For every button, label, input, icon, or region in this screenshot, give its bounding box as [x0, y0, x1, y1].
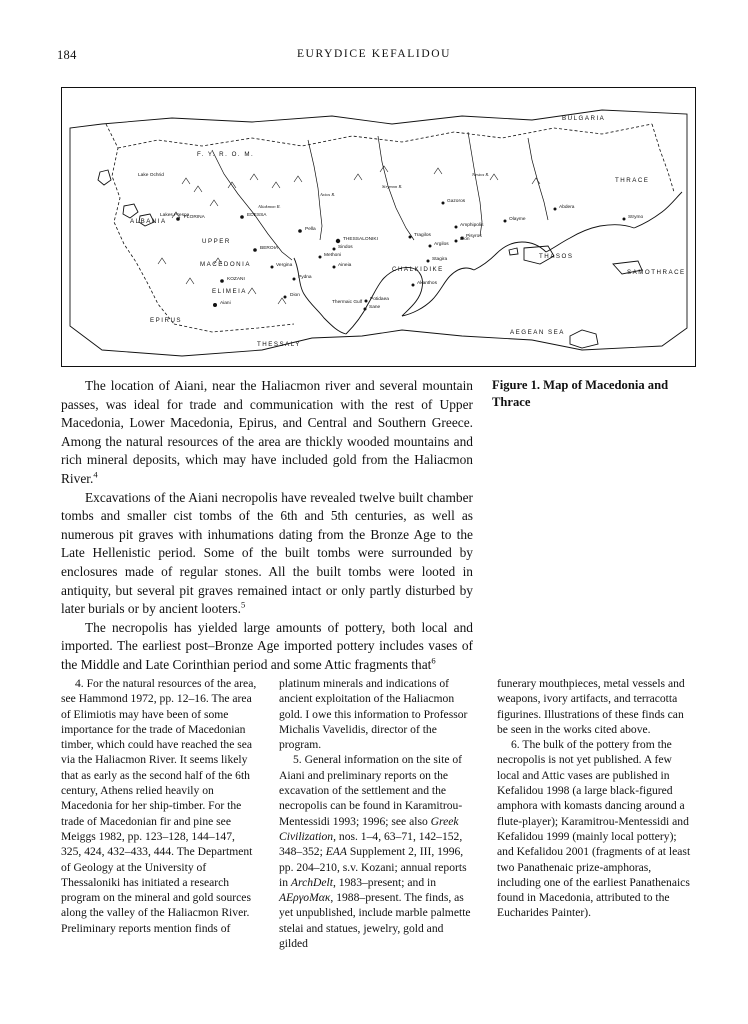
map-place-label-20: Argilos: [434, 242, 449, 247]
map-place-label-28: Strymo: [628, 215, 644, 220]
map-place-label-26: Abdera: [559, 205, 575, 210]
map-place-label-1: Lakes Prespa: [160, 213, 190, 218]
footnote-column-1: [61, 676, 257, 951]
map-place-label-18: Akanthos: [417, 281, 438, 286]
map-region-label-13: SAMOTHRACE: [627, 269, 686, 276]
map-place-label-8: Vergina: [276, 263, 293, 268]
map-river-label-2: Strymon R.: [382, 184, 403, 189]
map-place-label-25: Gazoros: [447, 199, 466, 204]
figure-caption: Figure 1. Map of Macedonia and Thrace: [492, 378, 669, 409]
footnotes: [61, 676, 694, 951]
map-river-label-0: Aliakmon R.: [258, 204, 281, 209]
map-region-label-10: THESSALY: [257, 341, 301, 348]
map-river-label-1: Axios R.: [320, 192, 336, 197]
map-region-label-1: F. Y. R. O. M.: [197, 151, 255, 158]
map-region-label-7: CHALKIDIKE: [392, 266, 444, 273]
note-marker-5: 5: [240, 599, 246, 610]
map-region-label-2: THRACE: [615, 177, 650, 184]
map-region-label-4: ALBANIA: [130, 218, 167, 225]
map-place-label-11: KOZANI: [227, 277, 245, 282]
map-region-label-8: ELIMEIA: [212, 288, 247, 295]
map-region-label-0: BULGARIA: [562, 115, 606, 122]
footnote-4-continued: platinum minerals and indications of ancient exploitation of the Haliacmon gold. I owe this information to Professor Michalis Vavelidis, director of the program.: [279, 677, 468, 752]
map-place-label-17: Sane: [369, 305, 381, 310]
map-place-label-27: Olayme: [509, 217, 526, 222]
paragraph-3: The necropolis has yielded large amounts of pottery, both local and imported. The earliest post–Bronze Age imported pottery includes vases of the Middle and Late Corinthian period and some Attic fragments that$^6$: [61, 619, 473, 672]
map-region-label-5: UPPER: [202, 238, 231, 245]
note-marker-4: 4: [93, 469, 98, 480]
map-place-label-7: Sindos: [338, 245, 353, 250]
footnote-4: 4. For the natural resources of the area, see Hammond 1972, pp. 12–16. The area of Elimiotis may have been of some importance for the trade of Macedonian timber, which could have reached the sea via the Haliacmon River. It seems likely that as early as the second half of the 6th century, Athens relied heavily on Macedonia for her ship-timber. For the trade of Macedonian fir and pine see Meiggs 1982, pp. 123–128, 144–147, 325, 424, 432–433, 444. The Department of Geology at the University of Thessaloniki has initiated a research program on the mineral and gold sources along the valley of the Haliacmon River. Preliminary reports mention finds of: [61, 677, 257, 935]
page-number: 184: [57, 48, 77, 62]
footnote-5: 5. General information on the site of Aiani and preliminary reports on the excavation of the settlement and the necropolis can be found in Karamitrou-Mentessidi 1993; 1996; see also Greek Civilization, nos. 1–4, 63–71, 142–152, 348–352; EAA Supplement 2, III, 1996, pp. 204–210, s.v. Kozani; annual reports in ArchDelt, 1983–present; and in ΑΕργοΜακ, 1988–present. The finds, as yet unpublished, include marble palmette stelai and statues, jewelry, gold and gilded: [279, 753, 471, 951]
map-place-label-14: Dion: [290, 293, 300, 298]
map-graphic: [62, 88, 695, 366]
running-head: [57, 48, 691, 64]
footnote-5-continued: funerary mouthpieces, metal vessels and weapons, ivory artifacts, and terracotta figurines. Illustrations of these finds can be seen in the works cited above.: [497, 677, 685, 736]
map-place-label-21: Tragilos: [414, 233, 431, 238]
map-place-label-2: FLORINA: [184, 215, 205, 220]
figure-map: [61, 87, 696, 367]
map-place-label-16: Potidaea: [370, 297, 389, 302]
body-text: [61, 377, 473, 675]
paragraph-2: Excavations of the Aiani necropolis have revealed twelve built chamber tombs and smaller cist tombs of the 6th and 5th centuries, as well as numerous pit graves with inhumations dating from the Bronze Age to the Late Hellenistic period. Some of the built tombs were surrounded by enclosures made of regular stones. All the built tombs were looted in antiquity, but several pit graves remained intact or only partly disturbed by later burials or by ancient looters.$^5$: [61, 489, 473, 617]
map-place-label-6: BEROIA: [260, 246, 279, 251]
map-region-label-9: EPIRUS: [150, 317, 183, 324]
map-region-label-11: AEGEAN SEA: [510, 329, 565, 336]
map-place-label-22: Amphipolis: [460, 223, 484, 228]
map-river-label-3: Nestos R.: [472, 172, 490, 177]
map-place-label-15: Thermaic Gulf: [332, 300, 363, 305]
running-title: EURYDICE KEFALIDOU: [296, 48, 452, 60]
map-place-label-3: EDESSA: [247, 213, 267, 218]
map-place-label-13: Aiani: [220, 301, 231, 306]
map-place-label-4: Pella: [305, 227, 316, 232]
map-region-label-12: THASOS: [539, 253, 574, 260]
paragraph-1: The location of Aiani, near the Haliacmon river and several mountain passes, was ideal for trade and communication with the rest of Upper Macedonia, Lower Macedonia, Epirus, and Central and Southern Greece. Among the natural resources of the area are thickly wooded mountains and rich mineral deposits, which may have included gold from the Haliacmon River.$^4$: [61, 378, 473, 486]
map-place-label-5: THESSALONIKI: [343, 237, 378, 242]
map-place-label-10: Aineia: [338, 263, 352, 268]
map-place-label-9: Methoni: [324, 253, 342, 258]
map-region-label-6: MACEDONIA: [200, 261, 251, 268]
footnote-column-3: [497, 676, 693, 951]
map-place-label-12: Pydna: [298, 275, 312, 280]
map-place-label-19: Stagira: [432, 257, 448, 262]
footnote-6: 6. The bulk of the pottery from the necropolis is not yet published. A few local and Attic vases are published in Kefalidou 1998 (a large black-figured amphora with komasts dancing around a flute-player); Karamitrou-Mentessidi and Kefalidou 1999 (mainly local pottery); and Kefalidou 2001 (fragments of at least two Panathenaic prize-amphoras, including one of the earliest Panathenaics found in Macedonia, attributed to the Eucharides Painter).: [497, 738, 691, 920]
map-place-label-0: Lake Ochrid: [138, 173, 164, 178]
note-marker-6: 6: [431, 655, 436, 666]
map-place-label-23: Eion: [460, 237, 470, 242]
footnote-column-2: [279, 676, 475, 951]
map-place-label-24: Pisyros: [466, 234, 482, 239]
